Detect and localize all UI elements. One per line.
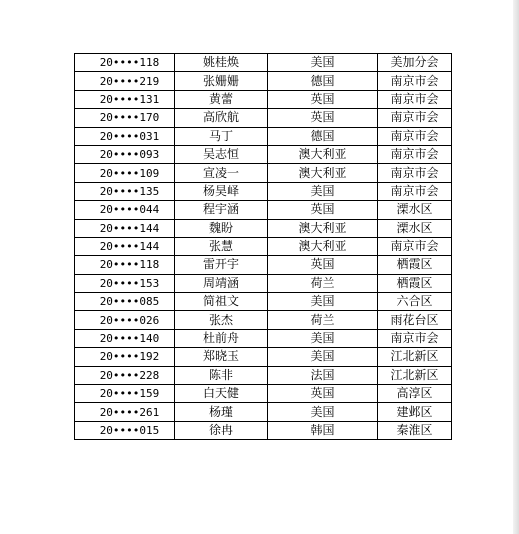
member-id-cell: 20••••144	[75, 237, 175, 255]
member-country-cell: 英国	[268, 201, 378, 219]
table-row	[75, 421, 452, 439]
member-country-cell: 英国	[268, 256, 378, 274]
member-name-cell: 姚桂焕	[175, 54, 268, 72]
member-region-cell: 南京市会	[378, 145, 452, 163]
member-name-cell: 高欣航	[175, 109, 268, 127]
member-id-cell: 20••••170	[75, 109, 175, 127]
member-id-cell: 20••••140	[75, 329, 175, 347]
member-name-cell: 徐冉	[175, 421, 268, 439]
member-name-cell: 郑晓玉	[175, 348, 268, 366]
table-row	[75, 385, 452, 403]
member-country-cell: 美国	[268, 182, 378, 200]
member-country-cell: 澳大利亚	[268, 164, 378, 182]
member-name-cell: 魏盼	[175, 219, 268, 237]
member-country-cell: 英国	[268, 109, 378, 127]
member-id-cell: 20••••131	[75, 90, 175, 108]
member-id-cell: 20••••015	[75, 421, 175, 439]
member-name-cell: 杨瑾	[175, 403, 268, 421]
table-row	[75, 127, 452, 145]
member-country-cell: 美国	[268, 329, 378, 347]
table-row	[75, 164, 452, 182]
member-region-cell: 江北新区	[378, 366, 452, 384]
member-name-cell: 周靖涵	[175, 274, 268, 292]
member-table	[74, 53, 452, 440]
member-country-cell: 法国	[268, 366, 378, 384]
member-name-cell: 张慧	[175, 237, 268, 255]
member-id-cell: 20••••085	[75, 293, 175, 311]
member-id-cell: 20••••109	[75, 164, 175, 182]
member-id-cell: 20••••026	[75, 311, 175, 329]
member-id-cell: 20••••135	[75, 182, 175, 200]
table-row	[75, 182, 452, 200]
member-id-cell: 20••••031	[75, 127, 175, 145]
member-country-cell: 英国	[268, 385, 378, 403]
table-row	[75, 237, 452, 255]
table-row	[75, 366, 452, 384]
member-id-cell: 20••••144	[75, 219, 175, 237]
table-row	[75, 274, 452, 292]
member-name-cell: 黄蕾	[175, 90, 268, 108]
member-region-cell: 雨花台区	[378, 311, 452, 329]
member-region-cell: 美加分会	[378, 54, 452, 72]
member-country-cell: 德国	[268, 72, 378, 90]
member-name-cell: 杨昊峄	[175, 182, 268, 200]
member-region-cell: 江北新区	[378, 348, 452, 366]
member-id-cell: 20••••044	[75, 201, 175, 219]
member-region-cell: 溧水区	[378, 201, 452, 219]
member-region-cell: 建邺区	[378, 403, 452, 421]
member-country-cell: 澳大利亚	[268, 219, 378, 237]
table-row	[75, 403, 452, 421]
member-region-cell: 南京市会	[378, 127, 452, 145]
member-id-cell: 20••••192	[75, 348, 175, 366]
member-country-cell: 荷兰	[268, 274, 378, 292]
member-country-cell: 韩国	[268, 421, 378, 439]
member-region-cell: 南京市会	[378, 72, 452, 90]
member-country-cell: 美国	[268, 54, 378, 72]
table-row	[75, 145, 452, 163]
member-name-cell: 雷开宇	[175, 256, 268, 274]
table-row	[75, 201, 452, 219]
member-name-cell: 杜前舟	[175, 329, 268, 347]
member-country-cell: 英国	[268, 90, 378, 108]
member-region-cell: 栖霞区	[378, 256, 452, 274]
member-country-cell: 澳大利亚	[268, 145, 378, 163]
member-id-cell: 20••••118	[75, 256, 175, 274]
table-row	[75, 54, 452, 72]
member-region-cell: 南京市会	[378, 90, 452, 108]
member-region-cell: 南京市会	[378, 182, 452, 200]
member-country-cell: 德国	[268, 127, 378, 145]
member-region-cell: 南京市会	[378, 109, 452, 127]
table-row	[75, 109, 452, 127]
table-row	[75, 329, 452, 347]
member-country-cell: 美国	[268, 293, 378, 311]
table-row	[75, 90, 452, 108]
member-region-cell: 溧水区	[378, 219, 452, 237]
member-id-cell: 20••••228	[75, 366, 175, 384]
member-name-cell: 白天健	[175, 385, 268, 403]
member-id-cell: 20••••118	[75, 54, 175, 72]
table-row	[75, 348, 452, 366]
member-name-cell: 简祖文	[175, 293, 268, 311]
table-row	[75, 293, 452, 311]
member-name-cell: 宣凌一	[175, 164, 268, 182]
page-edge-shadow	[513, 0, 519, 534]
member-name-cell: 陈非	[175, 366, 268, 384]
table-row	[75, 256, 452, 274]
member-id-cell: 20••••093	[75, 145, 175, 163]
member-region-cell: 栖霞区	[378, 274, 452, 292]
member-id-cell: 20••••153	[75, 274, 175, 292]
member-country-cell: 澳大利亚	[268, 237, 378, 255]
table-row	[75, 219, 452, 237]
member-name-cell: 程宇涵	[175, 201, 268, 219]
member-region-cell: 南京市会	[378, 164, 452, 182]
member-country-cell: 美国	[268, 403, 378, 421]
member-name-cell: 张姗姗	[175, 72, 268, 90]
member-region-cell: 高淳区	[378, 385, 452, 403]
member-region-cell: 南京市会	[378, 329, 452, 347]
member-region-cell: 南京市会	[378, 237, 452, 255]
table-row	[75, 72, 452, 90]
table-row	[75, 311, 452, 329]
member-region-cell: 六合区	[378, 293, 452, 311]
member-id-cell: 20••••261	[75, 403, 175, 421]
member-region-cell: 秦淮区	[378, 421, 452, 439]
member-name-cell: 吴志恒	[175, 145, 268, 163]
member-country-cell: 美国	[268, 348, 378, 366]
member-country-cell: 荷兰	[268, 311, 378, 329]
member-name-cell: 张杰	[175, 311, 268, 329]
member-id-cell: 20••••219	[75, 72, 175, 90]
member-id-cell: 20••••159	[75, 385, 175, 403]
member-name-cell: 马丁	[175, 127, 268, 145]
